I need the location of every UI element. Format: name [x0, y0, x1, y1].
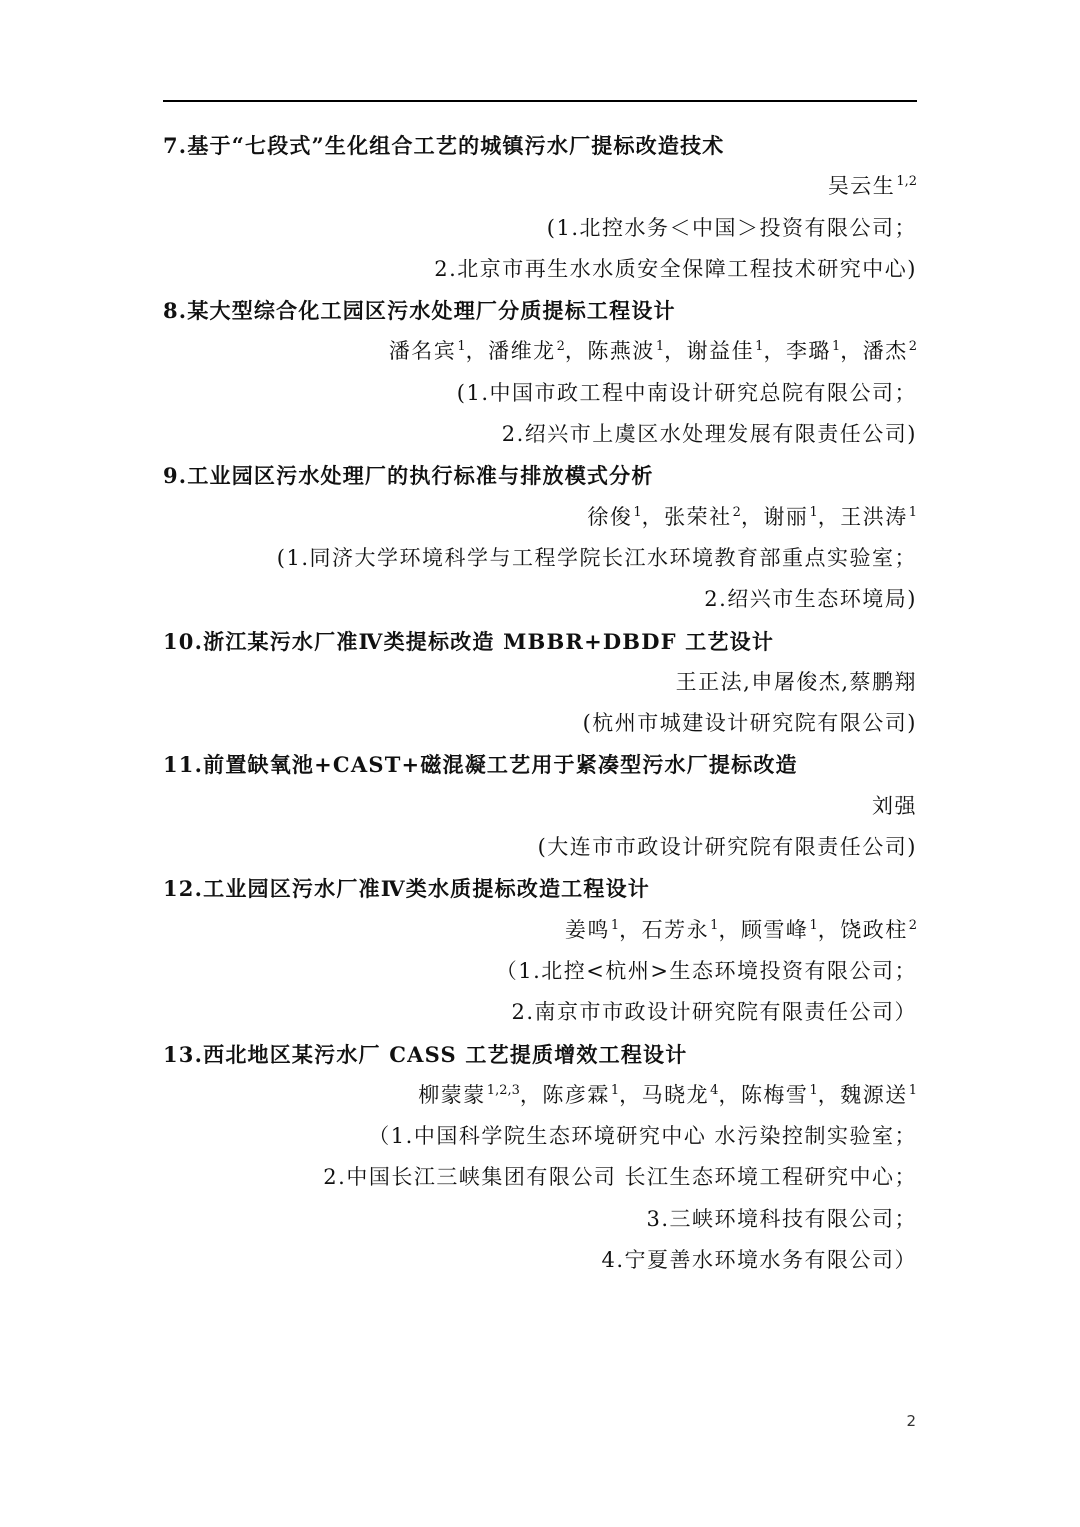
author-line — [163, 497, 917, 538]
author-name: 李璐 — [785, 339, 831, 364]
author-name: 潘维龙 — [488, 339, 556, 364]
affiliation-marker: 1 — [755, 339, 764, 355]
paper-title: 9.工业园区污水处理厂的执行标准与排放模式分析 — [163, 463, 654, 489]
page-number: 2 — [906, 1412, 916, 1430]
affiliation-line: 2.绍兴市上虞区水处理发展有限责任公司) — [501, 422, 917, 447]
affiliation-marker: 1,2,3 — [486, 1082, 520, 1098]
affiliation-marker: 2 — [556, 339, 565, 355]
author-name: 姜鸣 — [564, 917, 610, 942]
author-name: 顾雪峰 — [740, 917, 809, 942]
author-separator: ， — [718, 917, 741, 942]
affiliation-marker: 1,2 — [896, 174, 917, 190]
paper-title: 8.某大型综合化工园区污水处理厂分质提标工程设计 — [163, 298, 676, 324]
author-separator: ， — [619, 917, 642, 942]
paper-title: 11.前置缺氧池+CAST+磁混凝工艺用于紧凑型污水厂提标改造 — [163, 752, 798, 778]
affiliation-marker: 1 — [610, 1082, 620, 1098]
paper-entry — [163, 744, 917, 868]
author-separator: ， — [664, 339, 687, 364]
affiliation-line: (大连市市政设计研究院有限责任公司) — [537, 835, 917, 860]
paper-entry — [163, 1034, 917, 1282]
author-name: 魏源送 — [840, 1082, 908, 1107]
author-separator: ， — [641, 504, 665, 529]
affiliation-line: (1.中国市政工程中南设计研究总院有限公司； — [456, 380, 917, 405]
paper-entry — [163, 868, 917, 1033]
affiliation-line: (杭州市城建设计研究院有限公司) — [582, 711, 917, 736]
author-name: 张荣社 — [664, 504, 732, 529]
affiliation-line: （1.北控<杭州>生态环境投资有限公司； — [495, 958, 917, 983]
affiliation-marker: 1 — [710, 917, 719, 933]
affiliation-marker: 1 — [809, 1082, 818, 1098]
author-name: 饶政柱 — [840, 917, 908, 942]
affiliation-marker: 1 — [809, 917, 818, 933]
author-separator: ， — [817, 504, 841, 529]
author-line — [163, 786, 917, 827]
author-separator: ， — [519, 1082, 543, 1107]
paper-entry — [163, 455, 917, 620]
affiliation-line: 2.南京市市政设计研究院有限责任公司） — [511, 1000, 917, 1025]
author-name: 陈彦霖 — [542, 1082, 610, 1107]
author-separator: ， — [817, 917, 841, 942]
affiliation-marker: 2 — [908, 339, 917, 355]
author-name: 马晓龙 — [641, 1082, 710, 1107]
author-name: 谢丽 — [763, 504, 809, 529]
author-name: 潘杰 — [862, 339, 908, 364]
affiliation-marker: 1 — [908, 1082, 917, 1098]
author-name: 陈燕波 — [587, 339, 655, 364]
author-separator: ， — [763, 339, 786, 364]
author-separator: ， — [840, 339, 863, 364]
author-name: 王洪涛 — [840, 504, 908, 529]
affiliation-marker: 1 — [610, 917, 620, 933]
affiliation-marker: 1 — [908, 504, 917, 520]
affiliation-marker: 1 — [457, 339, 466, 355]
paper-entry — [163, 125, 917, 290]
paper-list — [163, 125, 917, 1281]
affiliation-line: 3.三峡环境科技有限公司； — [646, 1206, 917, 1231]
author-name: 谢益佳 — [686, 339, 755, 364]
affiliation-marker: 1 — [633, 504, 642, 520]
author-line — [163, 1075, 917, 1116]
paper-title: 12.工业园区污水厂准Ⅳ类水质提标改造工程设计 — [163, 876, 650, 902]
author-name: 潘名宾 — [388, 339, 457, 364]
author-name: 王正法,申屠俊杰,蔡鹏翔 — [675, 669, 917, 694]
paper-entry — [163, 290, 917, 455]
author-separator: ， — [740, 504, 764, 529]
affiliation-line: 4.宁夏善水环境水务有限公司） — [601, 1248, 917, 1273]
author-line — [163, 910, 917, 951]
author-separator: ， — [619, 1082, 642, 1107]
author-line — [163, 331, 917, 372]
affiliation-marker: 1 — [809, 504, 818, 520]
author-name: 陈梅雪 — [740, 1082, 809, 1107]
affiliation-line: (1.同济大学环境科学与工程学院长江水环境教育部重点实验室； — [276, 545, 917, 570]
header-rule — [163, 100, 917, 102]
affiliation-marker: 4 — [710, 1082, 719, 1098]
author-name: 吴云生 — [827, 174, 896, 199]
author-separator: ， — [817, 1082, 841, 1107]
author-line — [163, 662, 917, 703]
author-separator: ， — [718, 1082, 741, 1107]
affiliation-line: 2.北京市再生水水质安全保障工程技术研究中心) — [434, 256, 917, 281]
author-name: 石芳永 — [641, 917, 710, 942]
affiliation-marker: 1 — [831, 339, 841, 355]
affiliation-marker: 2 — [732, 504, 741, 520]
author-line — [163, 166, 917, 207]
affiliation-line: (1.北控水务＜中国＞投资有限公司； — [546, 215, 917, 240]
author-separator: ， — [465, 339, 489, 364]
author-separator: ， — [564, 339, 588, 364]
affiliation-line: 2.绍兴市生态环境局) — [704, 587, 917, 612]
author-name: 柳蒙蒙 — [418, 1082, 486, 1107]
affiliation-marker: 1 — [655, 339, 665, 355]
affiliation-marker: 2 — [908, 917, 917, 933]
affiliation-line: 2.中国长江三峡集团有限公司 长江生态环境工程研究中心； — [323, 1165, 917, 1190]
paper-title: 10.浙江某污水厂准Ⅳ类提标改造 MBBR+DBDF 工艺设计 — [163, 628, 775, 654]
author-name: 徐俊 — [587, 504, 633, 529]
paper-title: 7.基于“七段式”生化组合工艺的城镇污水厂提标改造技术 — [163, 133, 725, 158]
affiliation-line: （1.中国科学院生态环境研究中心 水污染控制实验室； — [368, 1124, 917, 1149]
paper-entry — [163, 621, 917, 745]
paper-title: 13.西北地区某污水厂 CASS 工艺提质增效工程设计 — [163, 1041, 688, 1067]
author-name: 刘强 — [872, 793, 917, 818]
